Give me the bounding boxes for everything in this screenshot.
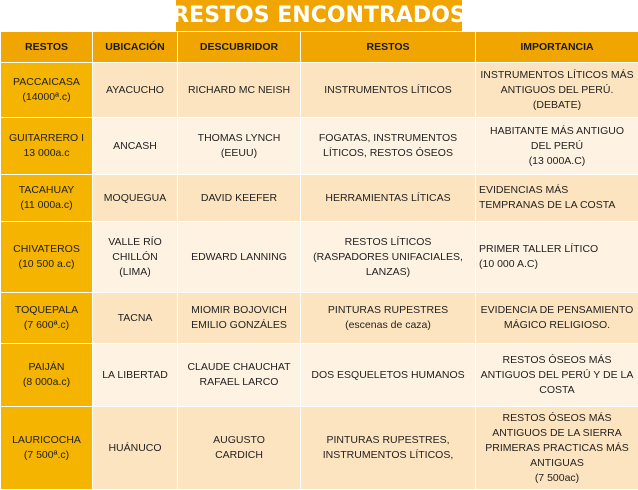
site-importance: INSTRUMENTOS LÍTICOS MÁS ANTIGUOS DEL PERÚ.(DEBATE): [476, 63, 638, 118]
site-name: GUITARRERO I 13 000a.c: [1, 118, 93, 175]
table-row: [1, 344, 638, 407]
header-restos: RESTOS: [1, 32, 93, 63]
table-row: [1, 63, 638, 118]
site-name: CHIVATEROS (10 500 a.c): [1, 222, 93, 293]
table-row: [1, 293, 638, 344]
table-row: [1, 222, 638, 293]
site-discoverer: MIOMIR BOJOVICH EMILIO GONZÁLES: [178, 293, 301, 344]
site-importance: EVIDENCIAS MÁS TEMPRANAS DE LA COSTA: [476, 175, 638, 222]
site-remains: DOS ESQUELETOS HUMANOS: [301, 344, 476, 407]
site-remains: PINTURAS RUPESTRES (escenas de caza): [301, 293, 476, 344]
page-title: RESTOS ENCONTRADOS: [0, 0, 638, 31]
header-restos-found: RESTOS: [301, 32, 476, 63]
table-row: [1, 118, 638, 175]
site-location: VALLE RÍO CHILLÓN (LIMA): [93, 222, 178, 293]
site-name: PACCAICASA (14000ª.c): [1, 63, 93, 118]
site-remains: HERRAMIENTAS LÍTICAS: [301, 175, 476, 222]
table-header-row: [1, 32, 638, 63]
site-location: AYACUCHO: [93, 63, 178, 118]
site-discoverer: DAVID KEEFER: [178, 175, 301, 222]
site-location: TACNA: [93, 293, 178, 344]
site-location: ANCASH: [93, 118, 178, 175]
site-name: LAURICOCHA (7 500ª.c): [1, 407, 93, 490]
site-importance: PRIMER TALLER LÍTICO (10 000 A.C): [476, 222, 638, 293]
site-remains: FOGATAS, INSTRUMENTOS LÍTICOS, RESTOS ÓSEOS: [301, 118, 476, 175]
table-row: [1, 175, 638, 222]
site-remains: RESTOS LÍTICOS (RASPADORES UNIFACIALES, LANZAS): [301, 222, 476, 293]
site-location: HUÁNUCO: [93, 407, 178, 490]
site-remains: INSTRUMENTOS LÍTICOS: [301, 63, 476, 118]
header-descubridor: DESCUBRIDOR: [178, 32, 301, 63]
header-importancia: IMPORTANCIA: [476, 32, 638, 63]
site-discoverer: THOMAS LYNCH (EEUU): [178, 118, 301, 175]
site-importance: EVIDENCIA DE PENSAMIENTO MÁGICO RELIGIOSO.: [476, 293, 638, 344]
table-row: [1, 407, 638, 490]
title-bar: [0, 0, 638, 31]
site-importance: HABITANTE MÁS ANTIGUO DEL PERÚ (13 000A.C): [476, 118, 638, 175]
site-name: TACAHUAY (11 000a.c): [1, 175, 93, 222]
site-location: MOQUEGUA: [93, 175, 178, 222]
site-importance: RESTOS ÓSEOS MÁS ANTIGUOS DE LA SIERRA PRIMERAS PRACTICAS MÁS ANTIGUAS (7 500ac): [476, 407, 638, 490]
site-discoverer: RICHARD MC NEISH: [178, 63, 301, 118]
site-discoverer: CLAUDE CHAUCHAT RAFAEL LARCO: [178, 344, 301, 407]
site-location: LA LIBERTAD: [93, 344, 178, 407]
site-discoverer: EDWARD LANNING: [178, 222, 301, 293]
site-remains: PINTURAS RUPESTRES, INSTRUMENTOS LÍTICOS,: [301, 407, 476, 490]
site-name: TOQUEPALA (7 600ª.c): [1, 293, 93, 344]
restos-table: [0, 31, 638, 490]
site-discoverer: AUGUSTO CARDICH: [178, 407, 301, 490]
site-name: PAIJÁN (8 000a.c): [1, 344, 93, 407]
header-ubicacion: UBICACIÓN: [93, 32, 178, 63]
site-importance: RESTOS ÓSEOS MÁS ANTIGUOS DEL PERÚ Y DE LA COSTA: [476, 344, 638, 407]
